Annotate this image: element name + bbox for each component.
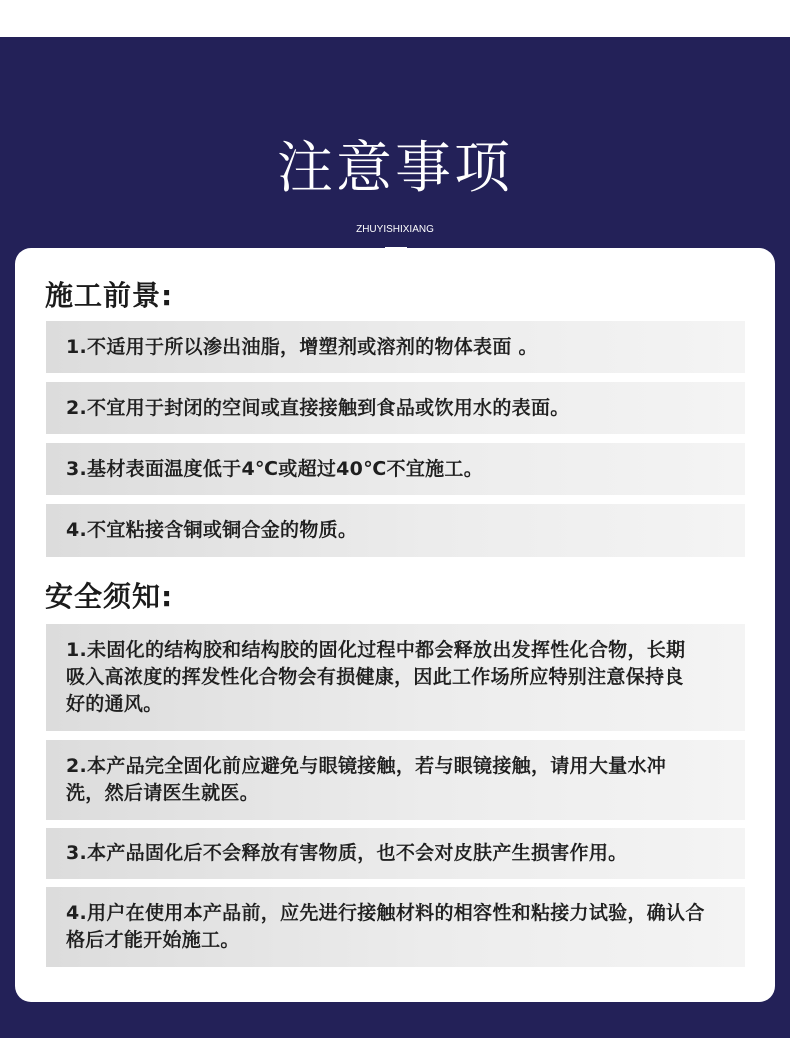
- list-item: [46, 828, 745, 879]
- list-item-text: 4.不宜粘接含铜或铜合金的物质。: [66, 519, 358, 541]
- list-item-text: 1.不适用于所以渗出油脂，增塑剂或溶剂的物体表面 。: [66, 335, 538, 358]
- list-item-text: 2.本产品完全固化前应避免与眼镜接触，若与眼镜接触，请用大量水冲洗，然后请医生就医。: [66, 755, 667, 804]
- page-title: 注意事项: [277, 136, 513, 201]
- list-item: [46, 740, 745, 820]
- list-item: [46, 887, 745, 967]
- page-subtitle: ZHUYISHIXIANG: [356, 224, 434, 235]
- list-item-text: 3.基材表面温度低于4℃或超过40℃不宜施工。: [66, 457, 484, 480]
- section-heading-construction: 施工前景:: [45, 279, 174, 312]
- list-item: [46, 382, 745, 434]
- notice-card: [15, 248, 775, 1002]
- list-item: [46, 321, 745, 373]
- list-item: [46, 624, 745, 731]
- list-item-text: 3.本产品固化后不会释放有害物质，也不会对皮肤产生损害作用。: [66, 842, 628, 864]
- list-item-text: 1.未固化的结构胶和结构胶的固化过程中都会释放出发挥性化合物，长期吸入高浓度的挥发性化合物会有损健康，因此工作场所应特别注意保持良好的通风。: [66, 639, 686, 715]
- list-item: [46, 504, 745, 557]
- list-item: [46, 443, 745, 495]
- section-heading-safety: 安全须知:: [45, 580, 174, 613]
- list-item-text: 2.不宜用于封闭的空间或直接接触到食品或饮用水的表面。: [66, 396, 570, 419]
- list-item-text: 4.用户在使用本产品前，应先进行接触材料的相容性和粘接力试验，确认合格后才能开始施工。: [66, 902, 705, 951]
